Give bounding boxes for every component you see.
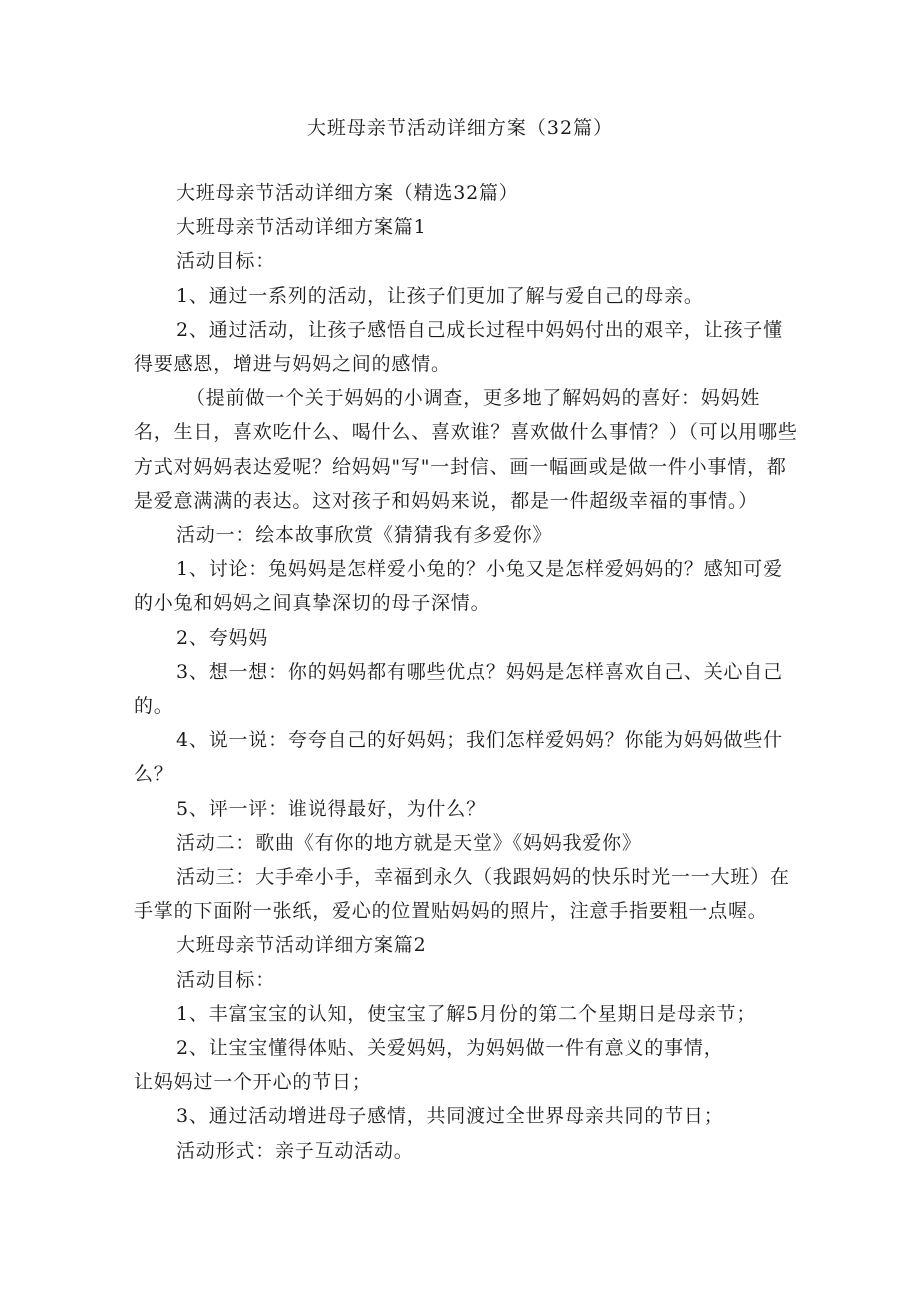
paragraph-goal-heading: 活动目标： [176,250,276,273]
document-title: 大班母亲节活动详细方案（32篇） [306,117,614,139]
paragraph-praise-mom: 2、夸妈妈 [176,626,269,649]
paragraph-goal-2-2-cont: 让妈妈过一个开心的节日； [134,1071,372,1094]
paragraph-preparation: （提前做一个关于妈妈的小调查，更多地了解妈妈的喜好：妈妈姓名，生日，喜欢吃什么、喝什么、喜欢谁？喜欢做什么事情？）（可以用哪些方式对妈妈表达爱呢？给妈妈"写"一封信、画一幅画或是做一件小事情，都是爱意满满的表达。这对孩子和妈妈来说，都是一件超级幸福的事情。） [134,387,798,512]
section-heading-1: 大班母亲节活动详细方案篇1 [176,216,427,239]
section-heading-2: 大班母亲节活动详细方案篇2 [176,934,427,957]
paragraph-goal-heading-2: 活动目标： [176,968,276,991]
paragraph-activity-3: 活动三：大手牵小手，幸福到永久（我跟妈妈的快乐时光一一大班）在手掌的下面附一张纸，爱心的位置贴妈妈的照片，注意手指要粗一点喔。 [134,866,790,923]
paragraph-say: 4、说一说：夸夸自己的好妈妈；我们怎样爱妈妈？你能为妈妈做些什么？ [134,729,783,786]
paragraph-format: 活动形式：亲子互动活动。 [176,1139,414,1162]
paragraph-subtitle: 大班母亲节活动详细方案（精选32篇） [176,182,519,204]
paragraph-goal-2-1: 1、丰富宝宝的认知，使宝宝了解5月份的第二个星期日是母亲节； [176,1002,757,1025]
paragraph-activity-2: 活动二：歌曲《有你的地方就是天堂》《妈妈我爱你》 [176,831,642,854]
paragraph-goal-2-2: 2、让宝宝懂得体贴、关爱妈妈，为妈妈做一件有意义的事情， [176,1037,724,1060]
paragraph-goal-1: 1、通过一系列的活动，让孩子们更加了解与爱自己的母亲。 [176,284,704,307]
paragraph-goal-2-3: 3、通过活动增进母子感情，共同渡过全世界母亲共同的节日； [176,1105,724,1128]
paragraph-think: 3、想一想：你的妈妈都有哪些优点？妈妈是怎样喜欢自己、关心自己的。 [134,660,783,718]
document-body [134,176,799,1168]
paragraph-evaluate: 5、评一评：谁说得最好，为什么？ [176,797,486,820]
paragraph-goal-2: 2、通过活动，让孩子感悟自己成长过程中妈妈付出的艰辛，让孩子懂得要感恩，增进与妈妈之间的感情。 [134,318,783,376]
paragraph-activity-1: 活动一：绘本故事欣赏《猜猜我有多爱你》 [176,524,553,547]
paragraph-discussion: 1、讨论：兔妈妈是怎样爱小兔的？小兔又是怎样爱妈妈的？感知可爱的小兔和妈妈之间真挚深切的母子深情。 [134,558,783,615]
